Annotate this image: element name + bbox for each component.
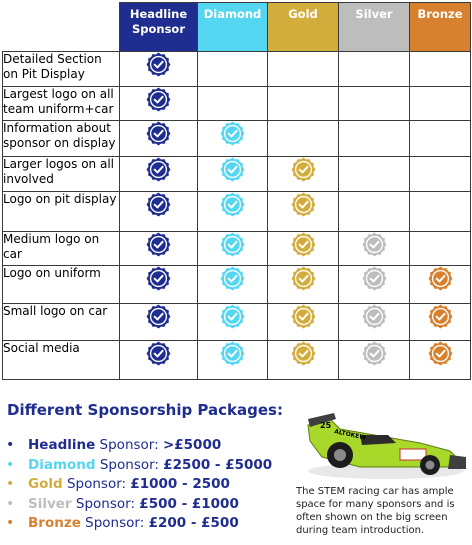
matrix-row [3,157,471,192]
check-badge-icon [146,121,171,146]
cell-diamond [198,157,268,192]
cell-gold [268,192,339,232]
cell-diamond [198,52,268,87]
column-header-headline [120,3,198,52]
feature-label: Medium logo on car [3,232,120,266]
package-tier-name: Headline [28,437,96,453]
cell-silver [339,304,410,341]
check-badge-icon [362,341,387,366]
cell-bronze [410,157,471,192]
bullet-icon: • [6,437,15,453]
check-badge-icon [428,266,453,291]
cell-diamond [198,304,268,341]
package-price: £1000 - 2500 [130,476,230,492]
cell-gold [268,52,339,87]
package-price: £500 - £1000 [139,495,239,512]
check-badge-icon [362,266,387,291]
package-price: £200 - £500 [148,515,239,531]
cell-silver [339,232,410,266]
check-badge-icon [146,232,171,257]
check-badge-icon [291,266,316,291]
cell-gold [268,266,339,304]
package-sponsor-word: Sponsor: [99,456,159,473]
bullet-icon: • [6,456,15,473]
matrix-header-row [3,3,471,52]
bullet-icon: • [6,476,15,492]
packages-title: Different Sponsorship Packages: [7,401,283,419]
cell-headline [120,52,198,87]
cell-gold [268,232,339,266]
matrix-row [3,266,471,304]
cell-diamond [198,341,268,380]
cell-headline [120,266,198,304]
column-header-gold: Gold [268,3,339,52]
check-badge-icon [428,304,453,329]
package-sponsor-word: Sponsor: [66,476,127,492]
column-header-headline-line1: Headline [129,7,188,21]
cell-diamond [198,192,268,232]
column-header-bronze: Bronze [410,3,471,52]
cell-headline [120,341,198,380]
package-sponsor-word: Sponsor: [99,437,159,453]
package-tier-name: Bronze [28,515,81,531]
check-badge-icon [291,304,316,329]
matrix-corner [3,3,120,52]
cell-diamond [198,121,268,157]
package-item-headline [6,436,272,456]
cell-gold [268,121,339,157]
matrix-body [3,52,471,380]
check-badge-icon [146,304,171,329]
cell-bronze [410,87,471,121]
check-badge-icon [220,232,245,257]
feature-label: Logo on uniform [3,266,120,304]
cell-silver [339,121,410,157]
cell-bronze [410,232,471,266]
feature-label: Social media [3,341,120,380]
cell-bronze [410,266,471,304]
car-number: 25 [320,421,332,430]
package-item-bronze [6,514,272,534]
cell-bronze [410,304,471,341]
feature-label: Information about sponsor on display [3,121,120,157]
cell-silver [339,157,410,192]
check-badge-icon [362,232,387,257]
cell-bronze [410,341,471,380]
check-badge-icon [291,341,316,366]
cell-bronze [410,192,471,232]
check-badge-icon [291,232,316,257]
check-badge-icon [291,157,316,182]
check-badge-icon [220,157,245,182]
package-sponsor-word: Sponsor: [75,495,135,512]
cell-diamond [198,87,268,121]
sponsorship-matrix [2,2,471,380]
check-badge-icon [220,341,245,366]
check-badge-icon [146,157,171,182]
feature-label: Small logo on car [3,304,120,341]
feature-label: Largest logo on all team uniform+car [3,87,120,121]
cell-silver [339,266,410,304]
package-tier-name: Diamond [28,456,96,473]
check-badge-icon [291,192,316,217]
check-badge-icon [220,304,245,329]
racing-car-image [300,405,468,483]
matrix-row [3,341,471,380]
cell-bronze [410,121,471,157]
check-badge-icon [146,341,171,366]
car-brand: ALTOKEW [333,428,367,442]
package-item-silver [6,495,272,515]
cell-silver [339,87,410,121]
matrix-row [3,87,471,121]
cell-gold [268,304,339,341]
package-item-gold [6,475,272,495]
check-badge-icon [220,192,245,217]
matrix-row [3,232,471,266]
package-tier-name: Gold [28,476,63,492]
car-caption: The STEM racing car has ample space for many sponsors and is often shown on the big screen during team introduction. [296,486,455,536]
check-badge-icon [146,266,171,291]
cell-silver [339,192,410,232]
check-badge-icon [362,304,387,329]
cell-silver [339,341,410,380]
check-badge-icon [146,192,171,217]
cell-silver [339,52,410,87]
column-header-silver: Silver [339,3,410,52]
bullet-icon: • [6,515,15,531]
matrix-row [3,52,471,87]
packages-list [6,436,272,534]
cell-gold [268,341,339,380]
feature-label: Detailed Section on Pit Display [3,52,120,87]
cell-headline [120,157,198,192]
matrix-row [3,121,471,157]
package-tier-name: Silver [28,495,72,512]
matrix-row [3,192,471,232]
package-item-diamond [6,456,272,476]
cell-headline [120,304,198,341]
check-badge-icon [146,87,171,112]
feature-label: Logo on pit display [3,192,120,232]
cell-headline [120,87,198,121]
column-header-headline-line2: Sponsor [131,22,186,36]
cell-bronze [410,52,471,87]
package-price: >£5000 [162,437,222,453]
cell-gold [268,157,339,192]
check-badge-icon [220,121,245,146]
cell-headline [120,232,198,266]
bullet-icon: • [6,495,15,512]
matrix-row [3,304,471,341]
package-sponsor-word: Sponsor: [85,515,145,531]
cell-headline [120,192,198,232]
check-badge-icon [220,266,245,291]
check-badge-icon [428,341,453,366]
cell-headline [120,121,198,157]
cell-diamond [198,232,268,266]
package-price: £2500 - £5000 [163,456,273,473]
cell-diamond [198,266,268,304]
column-header-diamond: Diamond [198,3,268,52]
check-badge-icon [146,52,171,77]
cell-gold [268,87,339,121]
feature-label: Larger logos on all involved [3,157,120,192]
